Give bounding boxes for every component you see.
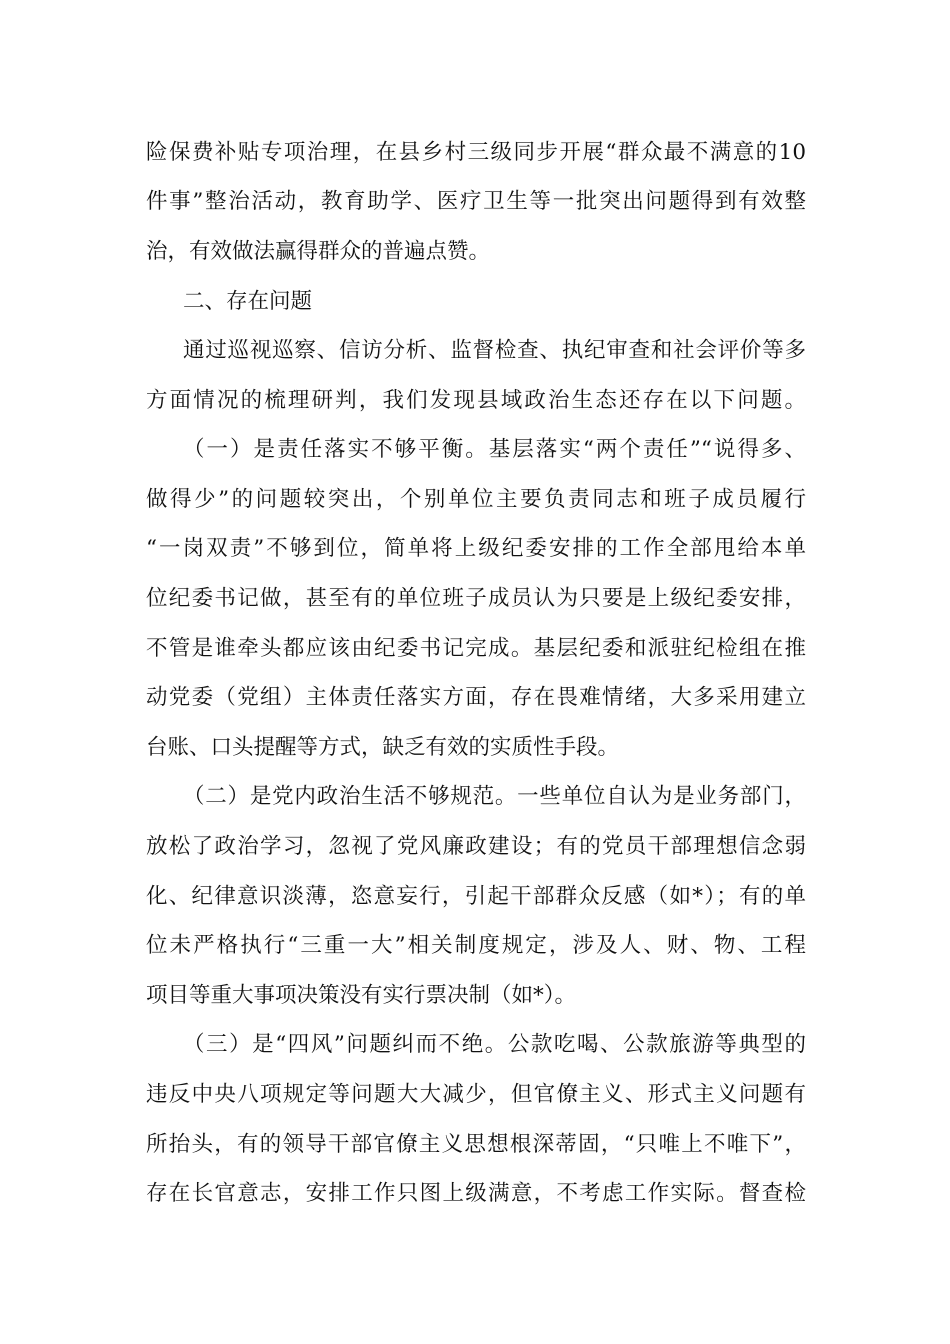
text-line-22: 存在长官意志，安排工作只图上级满意，不考虑工作实际。督查检 — [146, 1181, 806, 1206]
text-line-10: 位纪委书记做，甚至有的单位班子成员认为只要是上级纪委安排， — [146, 586, 806, 611]
section-heading: 二、存在问题 — [183, 289, 313, 314]
text-line-5: 通过巡视巡察、信访分析、监督检查、执纪审查和社会评价等多 — [183, 338, 806, 363]
text-line-15: 放松了政治学习，忽视了党风廉政建设；有的党员干部理想信念弱 — [146, 834, 806, 859]
text-line-8: 做得少”的问题较突出，个别单位主要负责同志和班子成员履行 — [146, 487, 806, 512]
text-line-12: 动党委（党组）主体责任落实方面，存在畏难情绪，大多采用建立 — [146, 685, 806, 710]
text-line-19: （三）是“四风”问题纠而不绝。公款吃喝、公款旅游等典型的 — [183, 1032, 806, 1057]
text-line-7: （一）是责任落实不够平衡。基层落实“两个责任”“说得多、 — [183, 437, 806, 462]
text-line-3: 治，有效做法赢得群众的普遍点赞。 — [146, 239, 491, 264]
text-line-13: 台账、口头提醒等方式，缺乏有效的实质性手段。 — [146, 735, 620, 760]
text-line-11: 不管是谁牵头都应该由纪委书记完成。基层纪委和派驻纪检组在推 — [146, 636, 806, 661]
text-line-20: 违反中央八项规定等问题大大减少，但官僚主义、形式主义问题有 — [146, 1082, 806, 1107]
text-line-16: 化、纪律意识淡薄，恣意妄行，引起干部群众反感（如*）；有的单 — [146, 884, 806, 909]
text-line-21: 所抬头，有的领导干部官僚主义思想根深蒂固，“只唯上不唯下”， — [146, 1132, 806, 1157]
text-line-1: 险保费补贴专项治理，在县乡村三级同步开展“群众最不满意的10 — [146, 140, 806, 165]
text-line-9: “一岗双责”不够到位，简单将上级纪委安排的工作全部甩给本单 — [146, 536, 806, 561]
text-line-14: （二）是党内政治生活不够规范。一些单位自认为是业务部门， — [183, 784, 806, 809]
text-line-6: 方面情况的梳理研判，我们发现县域政治生态还存在以下问题。 — [146, 388, 806, 413]
text-line-2: 件事”整治活动，教育助学、医疗卫生等一批突出问题得到有效整 — [146, 189, 806, 214]
text-line-18: 项目等重大事项决策没有实行票决制（如*）。 — [146, 983, 577, 1008]
text-line-17: 位未严格执行“三重一大”相关制度规定，涉及人、财、物、工程 — [146, 933, 806, 958]
